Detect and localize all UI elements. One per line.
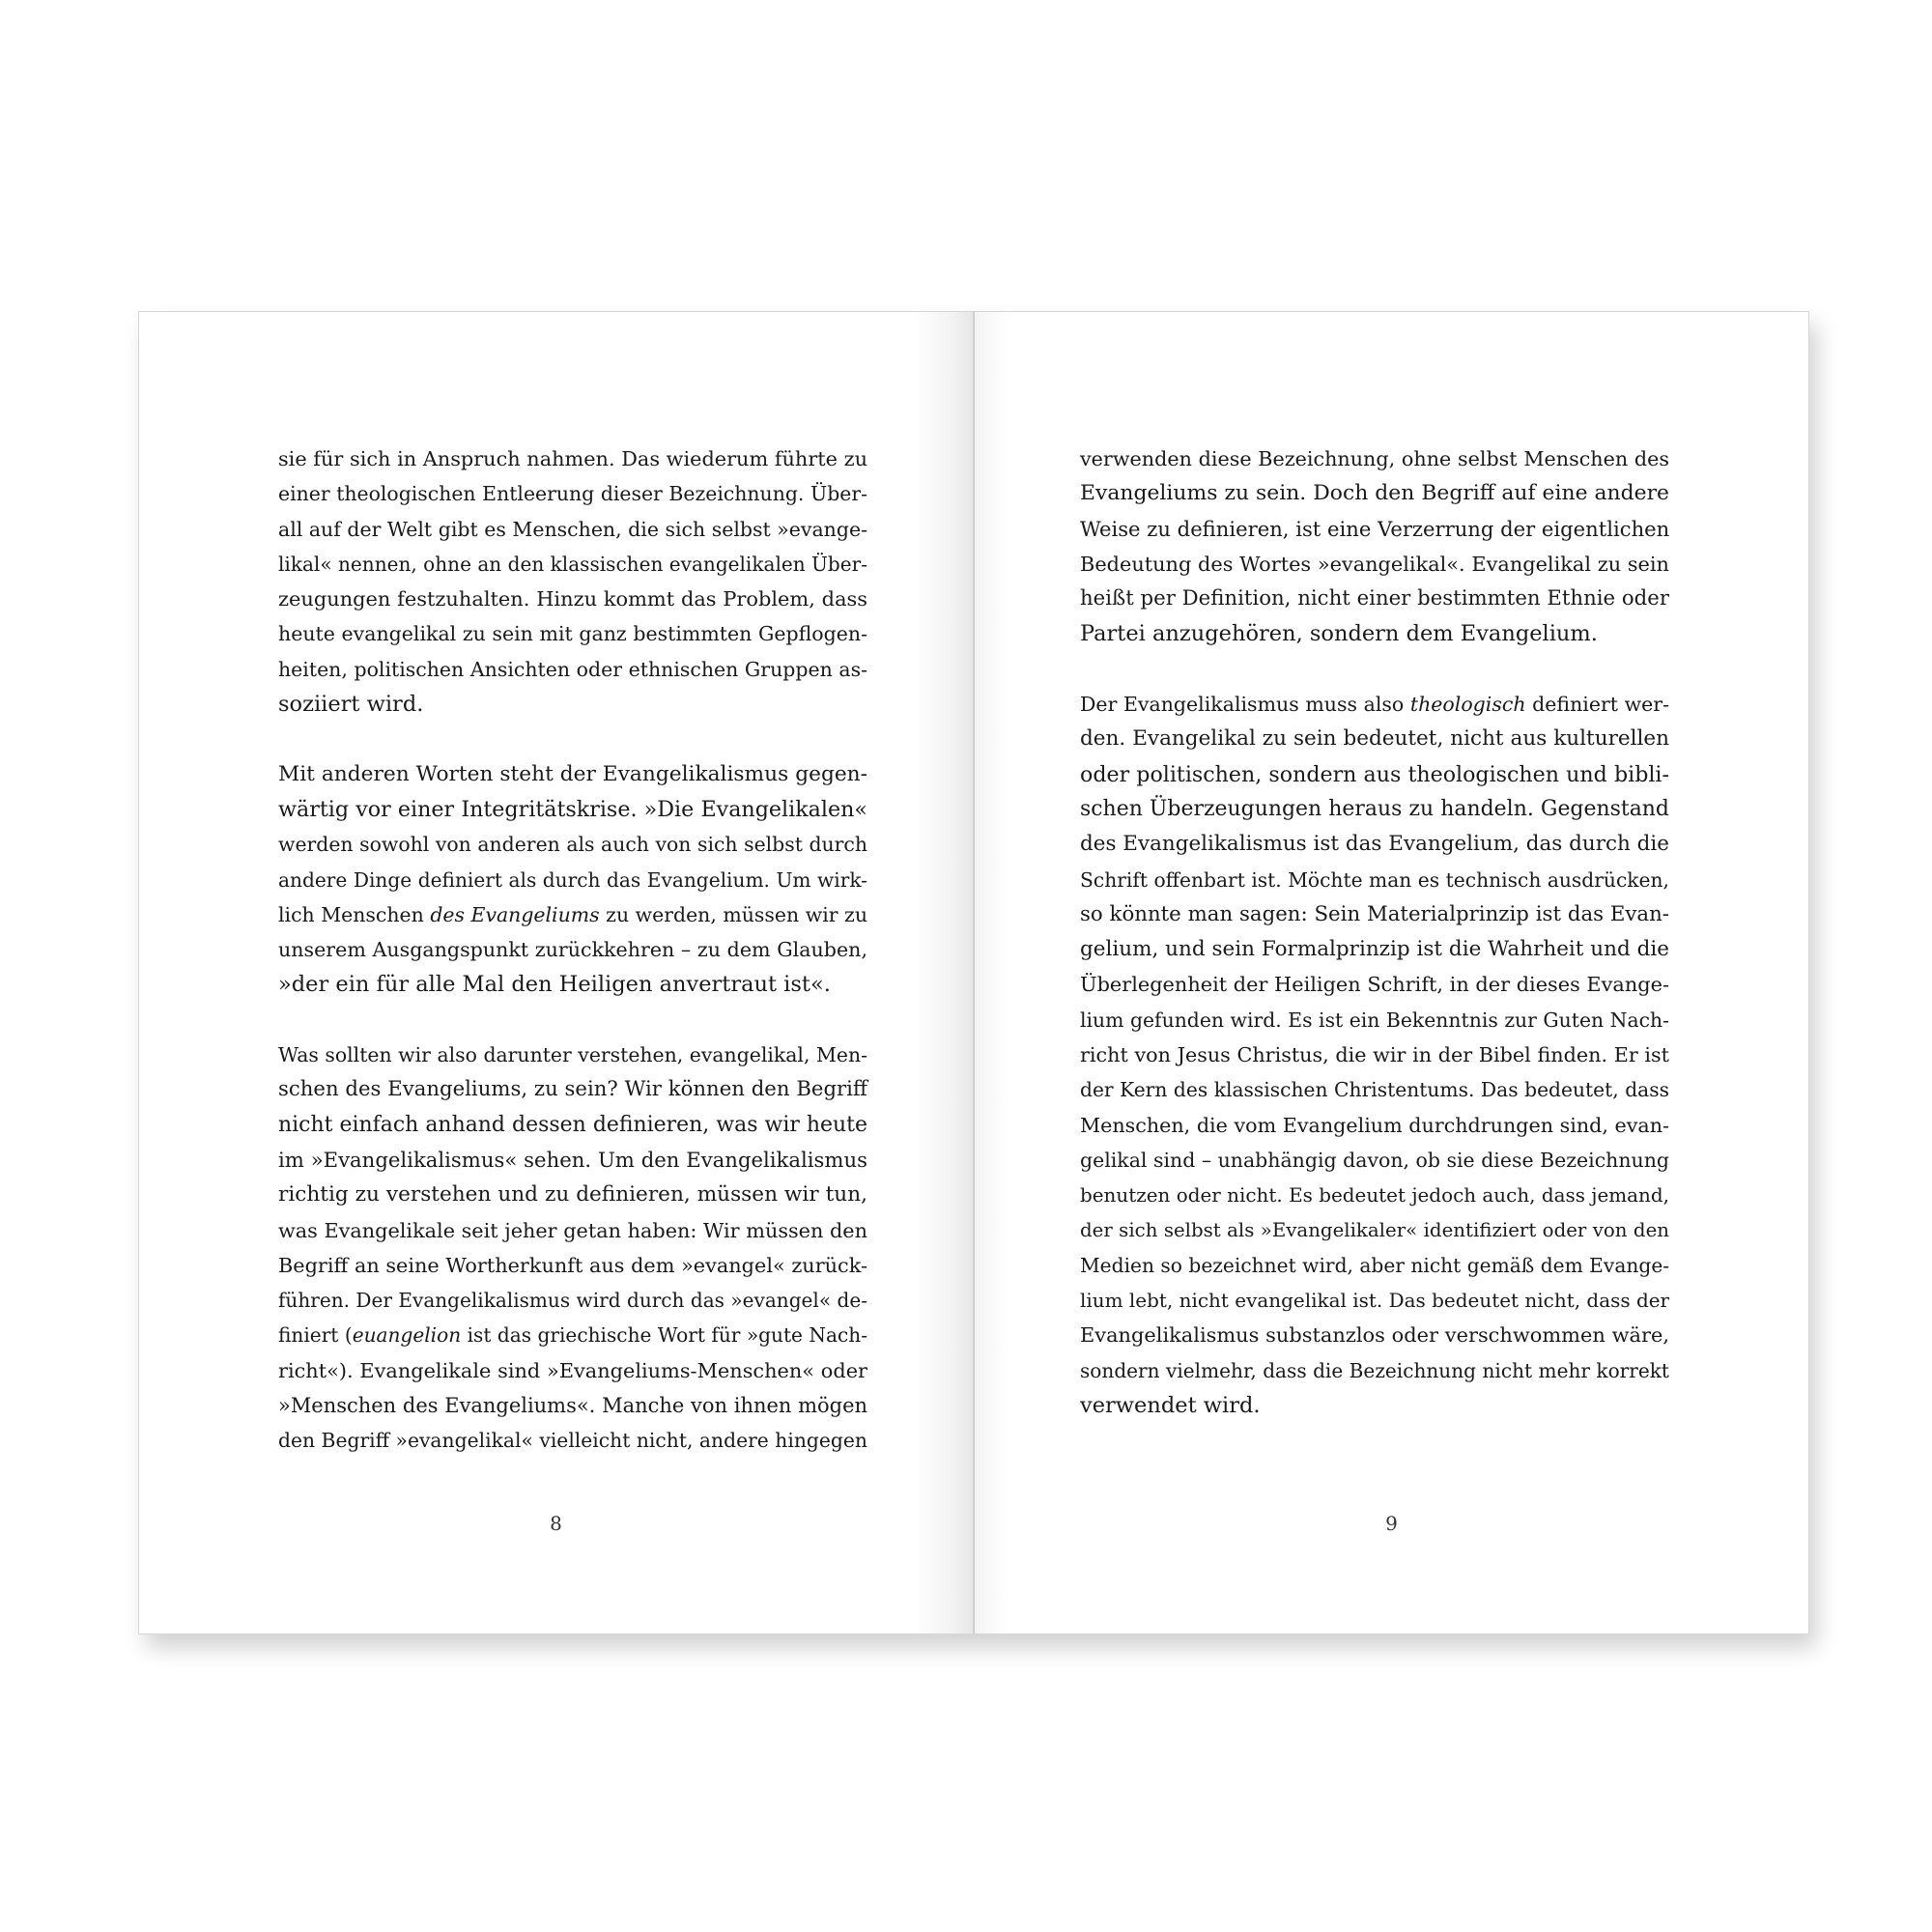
text-line: im »Evangelikalismus« sehen. Um den Evangelikalismus xyxy=(278,1147,867,1172)
text-line: Weise zu definieren, ist eine Verzerrung der eigentlichen xyxy=(1080,516,1670,541)
text-line: führen. Der Evangelikalismus wird durch das »evangel« de- xyxy=(278,1289,867,1313)
text-line: verwenden diese Bezeichnung, ohne selbst Menschen des xyxy=(1080,447,1669,470)
paragraph xyxy=(278,1037,867,1459)
text-line: zeugungen festzuhalten. Hinzu kommt das Problem, dass xyxy=(278,587,867,611)
text-fragment: lich Menschen xyxy=(278,902,431,926)
page-number: 8 xyxy=(550,1512,562,1535)
italic-text: euangelion xyxy=(352,1323,462,1348)
text-line: richtig zu verstehen und zu definieren, müssen wir tun, xyxy=(278,1182,867,1208)
text-line: Überlegenheit der Heiligen Schrift, in der dieses Evange- xyxy=(1080,973,1669,997)
text-line: heißt per Definition, nicht einer bestimmten Ethnie oder xyxy=(1080,586,1669,611)
text-fragment: zu werden, müssen wir zu xyxy=(599,902,867,926)
text-line: andere Dinge definiert als durch das Evangelium. Um wirk- xyxy=(278,867,867,892)
text-line: soziiert wird. xyxy=(278,692,424,718)
left-page xyxy=(138,311,974,1634)
text-line: Mit anderen Worten steht der Evangelikalismus gegen- xyxy=(278,761,867,786)
text-line: wärtig vor einer Integritätskrise. »Die Evangelikalen« xyxy=(278,796,867,822)
text-line: heiten, politischen Ansichten oder ethnischen Gruppen as- xyxy=(278,657,867,681)
paragraph xyxy=(278,757,867,1003)
italic-text: des Evangeliums xyxy=(430,902,600,926)
text-line-with-italic xyxy=(278,1318,867,1352)
paragraph xyxy=(278,441,867,722)
text-line: richt von Jesus Christus, die wir in der Bibel finden. Er ist xyxy=(1080,1043,1669,1067)
text-line: Evangelikalismus substanzlos oder verschwommen wäre, xyxy=(1080,1323,1669,1348)
text-line: so könnte man sagen: Sein Materialprinzip ist das Evan- xyxy=(1080,901,1669,926)
text-fragment: finiert ( xyxy=(278,1323,353,1348)
text-line: unserem Ausgangspunkt zurückkehren – zu dem Glauben, xyxy=(278,938,867,962)
text-line: likal« nennen, ohne an den klassischen evangelikalen Über- xyxy=(278,552,867,576)
text-line: sie für sich in Anspruch nahmen. Das wiederum führte zu xyxy=(278,447,867,470)
left-page-text xyxy=(278,441,867,1493)
text-line: Begriff an seine Wortherkunft aus dem »evangel« zurück- xyxy=(278,1253,867,1277)
text-line: gelium, und sein Formalprinzip ist die Wahrheit und die xyxy=(1080,937,1669,962)
text-line: nicht einfach anhand dessen definieren, was wir heute xyxy=(278,1112,867,1137)
text-line: all auf der Welt gibt es Menschen, die sich selbst »evange- xyxy=(278,517,867,541)
text-line: lium gefunden wird. Es ist ein Bekenntnis zur Guten Nach- xyxy=(1080,1008,1669,1032)
text-line: Partei anzugehören, sondern dem Evangelium. xyxy=(1080,621,1598,647)
text-line: der sich selbst als »Evangelikaler« identifiziert oder von den xyxy=(1080,1218,1669,1241)
text-line: verwendet wird. xyxy=(1080,1393,1261,1419)
text-line: Medien so bezeichnet wird, aber nicht gemäß dem Evange- xyxy=(1080,1253,1670,1277)
right-page xyxy=(974,311,1809,1634)
italic-text: theologisch xyxy=(1409,693,1526,717)
right-page-text xyxy=(1080,441,1669,1459)
text-line: oder politischen, sondern aus theologischen und bibli- xyxy=(1080,761,1669,787)
text-line: lium lebt, nicht evangelikal ist. Das bedeutet nicht, dass der xyxy=(1080,1289,1670,1313)
text-line: gelikal sind – unabhängig davon, ob sie diese Bezeichnung xyxy=(1080,1148,1669,1172)
text-line-with-italic xyxy=(278,897,867,932)
text-line: Menschen, die vom Evangelium durchdrungen sind, evan- xyxy=(1080,1113,1669,1137)
paragraph xyxy=(1080,687,1669,1423)
text-line: was Evangelikale seit jeher getan haben: Wir müssen den xyxy=(278,1218,867,1242)
text-line: »der ein für alle Mal den Heiligen anvertraut ist«. xyxy=(278,972,831,998)
text-line: einer theologischen Entleerung dieser Bezeichnung. Über- xyxy=(278,482,867,506)
text-line-with-italic xyxy=(1080,687,1669,722)
paragraph xyxy=(1080,441,1669,652)
text-fragment: ist das griechische Wort für »gute Nach- xyxy=(461,1323,867,1348)
text-line: Evangeliums zu sein. Doch den Begriff auf eine andere xyxy=(1080,481,1669,506)
text-line: den Begriff »evangelikal« vielleicht nicht, andere hingegen xyxy=(278,1429,867,1453)
text-fragment: Der Evangelikalismus muss also xyxy=(1080,693,1410,717)
page-number: 9 xyxy=(1385,1512,1398,1535)
text-line: werden sowohl von anderen als auch von sich selbst durch xyxy=(278,833,867,857)
text-line: den. Evangelikal zu sein bedeutet, nicht aus kulturellen xyxy=(1080,726,1669,752)
text-line: benutzen oder nicht. Es bedeutet jedoch auch, dass jemand, xyxy=(1080,1183,1669,1208)
text-fragment: definiert wer- xyxy=(1525,693,1669,717)
text-line: Bedeutung des Wortes »evangelikal«. Evangelikal zu sein xyxy=(1080,552,1669,576)
text-line: schen Überzeugungen heraus zu handeln. Gegenstand xyxy=(1080,796,1669,821)
text-line: »Menschen des Evangeliums«. Manche von ihnen mögen xyxy=(278,1394,867,1418)
text-line: der Kern des klassischen Christentums. Das bedeutet, dass xyxy=(1080,1078,1669,1102)
text-line: Schrift offenbart ist. Möchte man es technisch ausdrücken, xyxy=(1080,867,1669,892)
text-line: Was sollten wir also darunter verstehen, evangelikal, Men- xyxy=(278,1043,867,1067)
text-line: sondern vielmehr, dass die Bezeichnung nicht mehr korrekt xyxy=(1080,1358,1669,1382)
text-line: des Evangelikalismus ist das Evangelium, das durch die xyxy=(1080,832,1669,857)
text-line: heute evangelikal zu sein mit ganz bestimmten Gepflogen- xyxy=(278,622,867,646)
text-line: richt«). Evangelikale sind »Evangeliums-Menschen« oder xyxy=(278,1358,867,1382)
text-line: schen des Evangeliums, zu sein? Wir können den Begriff xyxy=(278,1077,867,1102)
book-spread xyxy=(138,311,1809,1634)
